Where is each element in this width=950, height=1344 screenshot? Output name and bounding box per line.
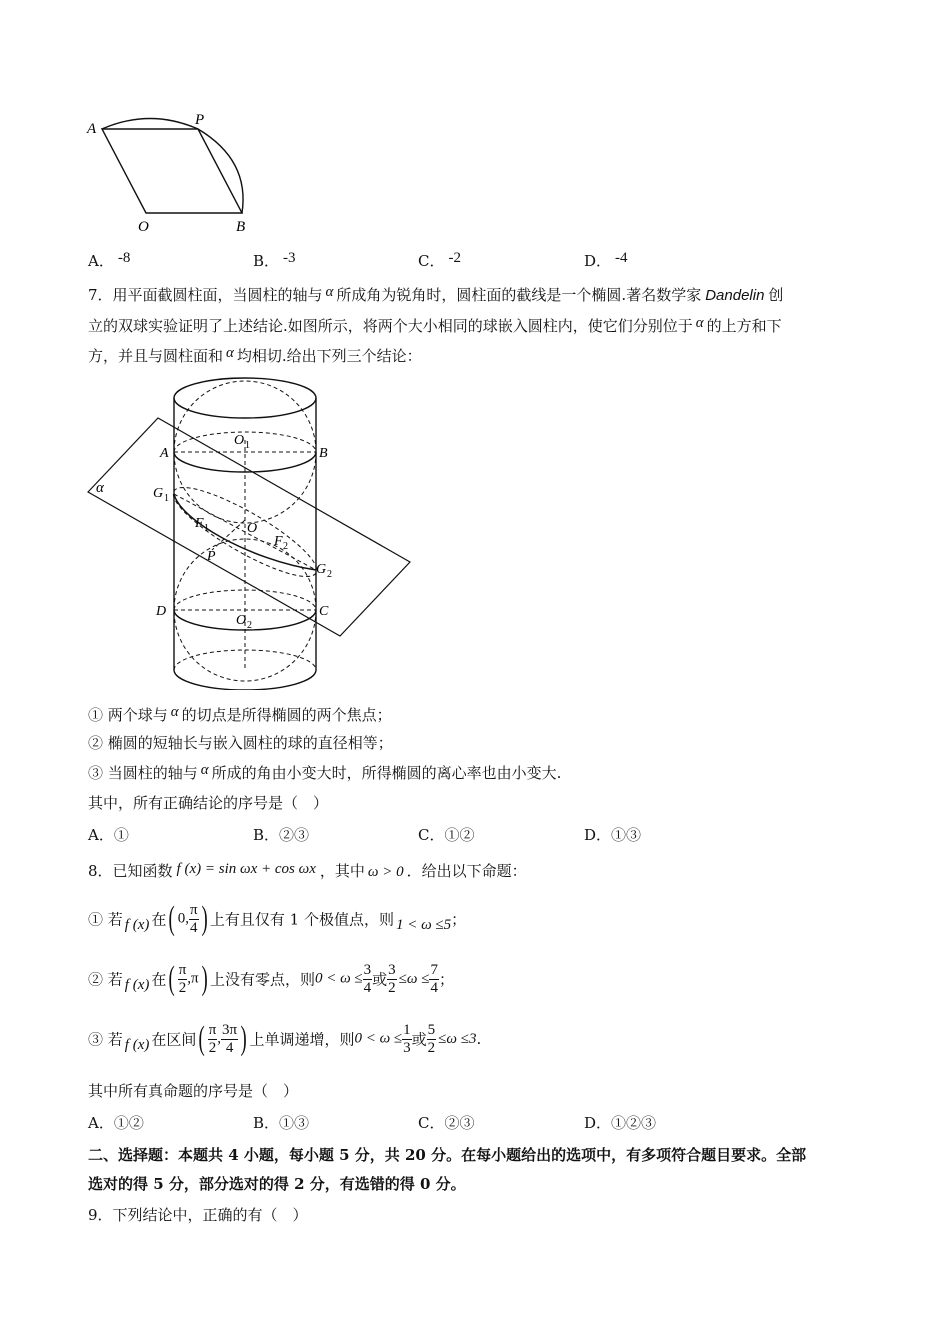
q7-option-d[interactable]: D．①③ bbox=[584, 826, 642, 844]
label-f2-sub: 2 bbox=[283, 541, 288, 552]
q7-option-b[interactable]: B．②③ bbox=[253, 826, 310, 844]
label-f1: F bbox=[195, 516, 204, 531]
q6-option-c[interactable]: C． -2 bbox=[418, 250, 461, 270]
label-o2: O bbox=[236, 613, 247, 628]
alpha-symbol: α bbox=[695, 315, 704, 331]
lower-equator-back bbox=[174, 590, 316, 610]
q7-question: 其中，所有正确结论的序号是（ ） bbox=[88, 794, 329, 812]
label-d: D bbox=[156, 604, 167, 619]
q7-statement-2: ② 椭圆的短轴长与嵌入圆柱的球的直径相等； bbox=[88, 734, 393, 752]
alpha-symbol: α bbox=[325, 284, 334, 300]
q8-option-c[interactable]: C．②③ bbox=[418, 1114, 475, 1132]
q8-option-d[interactable]: D．①②③ bbox=[584, 1114, 657, 1132]
label-g1-sub: 1 bbox=[164, 493, 169, 504]
label-o1-sub: 1 bbox=[245, 440, 250, 451]
cylinder-top bbox=[174, 378, 316, 418]
label-g1: G bbox=[153, 486, 164, 501]
q8-proposition-2: ② 若 f (x) 在( $\frac{\pi}{2}$ ,π) 上没有零点，则0 < ω ≤ $\frac{3}{4}$ 或 $\frac{3}{2}$ ≤ω ≤ $\frac{7}{4}$ ； bbox=[88, 960, 454, 997]
label-alpha: α bbox=[96, 480, 104, 496]
q6-option-a[interactable]: A． -8 bbox=[88, 250, 131, 270]
q7-line2: 立的双球实验证明了上述结论.如图所示，将两个大小相同的球嵌入圆柱内，使它们分别位于 α 的上方和下 bbox=[88, 315, 782, 335]
label-o1: O bbox=[234, 433, 245, 448]
label-p: P bbox=[207, 549, 216, 564]
q6-option-d[interactable]: D． -4 bbox=[584, 250, 628, 270]
q7-line3: 方，并且与圆柱面和 α 均相切.给出下列三个结论： bbox=[88, 345, 422, 365]
label-g2-sub: 2 bbox=[327, 569, 332, 580]
cylinder-bottom-front bbox=[174, 670, 316, 690]
label-c: C bbox=[319, 604, 329, 619]
alpha-symbol: α bbox=[226, 345, 234, 361]
label-o: O bbox=[138, 219, 149, 235]
alpha-symbol: α bbox=[170, 704, 179, 720]
q8-intro: 8．已知函数 f (x) = sin ωx + cos ωx ，其中 ω > 0 ．给出以下命题： bbox=[88, 861, 527, 880]
q7-option-a[interactable]: A．① bbox=[88, 826, 129, 844]
q8-condition: ω > 0 bbox=[367, 864, 404, 880]
q7-statement-3: ③ 当圆柱的轴与 α 所成的角由小变大时，所得椭圆的离心率也由小变大. bbox=[88, 762, 562, 782]
q8-option-a[interactable]: A．①② bbox=[88, 1114, 144, 1132]
alpha-symbol: α bbox=[200, 762, 209, 778]
label-b: B bbox=[236, 219, 246, 235]
label-b: B bbox=[319, 446, 328, 461]
label-f2: F bbox=[274, 534, 283, 549]
q8-question: 其中所有真命题的序号是（ ） bbox=[88, 1082, 299, 1100]
section2-heading-line2: 选对的得 5 分，部分选对的得 2 分，有选错的得 0 分。 bbox=[88, 1175, 466, 1193]
arc-ap bbox=[102, 119, 198, 130]
parallelogram-apbo bbox=[102, 129, 242, 213]
q8-proposition-3: ③ 若 f (x) 在区间( $\frac{\pi}{2}$ , $\frac{3\pi}{4}$ ) 上单调递增，则0 < ω ≤ $\frac{1}{3}$ 或 $\frac{5}{2}$ ≤ω ≤3. bbox=[88, 1020, 482, 1057]
q8-function: f (x) = sin ωx + cos ωx bbox=[176, 861, 316, 877]
figure-parallelogram bbox=[80, 110, 260, 240]
section2-heading-line1: 二、选择题：本题共 4 小题，每小题 5 分，共 20 分。在每小题给出的选项中，有多项符合题目要求。全部 bbox=[88, 1146, 807, 1164]
dandelin-name: Dandelin bbox=[705, 287, 765, 304]
q8-option-b[interactable]: B．①③ bbox=[253, 1114, 310, 1132]
label-o2-sub: 2 bbox=[247, 620, 252, 631]
q9-text: 9．下列结论中，正确的有（ ） bbox=[88, 1206, 308, 1224]
label-g2: G bbox=[316, 562, 327, 577]
q7-line1: 7．用平面截圆柱面，当圆柱的轴与 α 所成角为锐角时，圆柱面的截线是一个椭圆.著名数学家 Dandelin 创 bbox=[88, 284, 784, 304]
label-f1-sub: 1 bbox=[204, 523, 209, 534]
label-o: O bbox=[247, 521, 258, 536]
label-a: A bbox=[160, 446, 169, 461]
q7-option-c[interactable]: C．①② bbox=[418, 826, 475, 844]
figure-dandelin-spheres bbox=[80, 370, 420, 690]
label-p: P bbox=[195, 112, 205, 128]
q7-statement-1: ① 两个球与 α 的切点是所得椭圆的两个焦点； bbox=[88, 704, 392, 724]
q8-proposition-1: ① 若 f (x) 在( 0, $\frac{\pi}{4}$ ) 上有且仅有 1 个极值点，则 1 < ω ≤5； bbox=[88, 900, 467, 937]
label-a: A bbox=[87, 121, 97, 137]
q6-option-b[interactable]: B． -3 bbox=[253, 250, 296, 270]
